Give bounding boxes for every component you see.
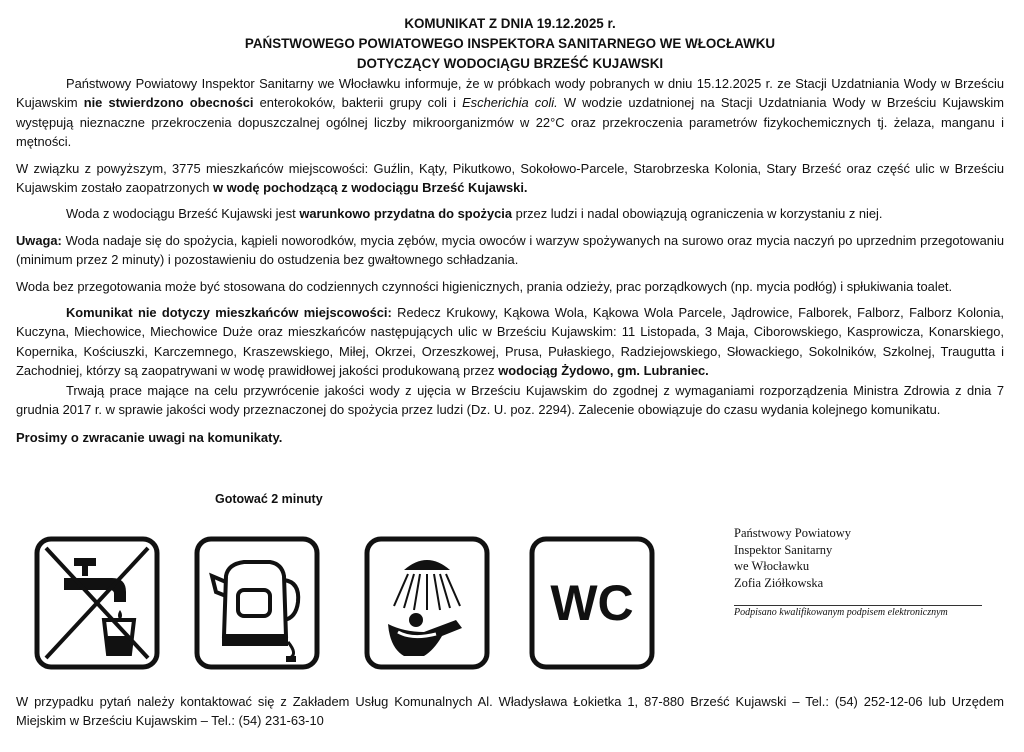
footer-contact: W przypadku pytań należy kontaktować się z Zakładem Usług Komunalnych Al. Władysława Łokietka 1, 87-880 Brześć Kujawski – Tel.: (54) 252-12-06 lub Urzędem Miejskim w Brześciu Kujawskim – Tel.: (54) 231-63-10 (16, 694, 1004, 729)
paragraph-ongoing-works: Trwają prace mające na celu przywrócenie jakości wody z ujęcia w Brześciu Kujawskim do zgodnej z wymaganiami rozporządzenia Ministra Zdrowia z dnia 7 grudnia 2017 r. w sprawie jakości wody przeznaczonej do spożycia przez ludzi (Dz. U. poz. 2294). Zalecenie obowiązuje do czasu wydania kolejnego komunikatu. (16, 382, 1004, 418)
paragraph-results: Państwowy Powiatowy Inspektor Sanitarny we Włocławku informuje, że w próbkach wody pobranych w dniu 15.12.2025 r. ze Stacji Uzdatniania Wody w Brześciu Kujawskim nie stwierdzono obecności enterokoków, bakterii grupy coli i Escherichia coli. W wodzie uzdatnionej na Stacji Uzdatniania Wody w Brześciu Kujawskim występują nieznaczne przekroczenia dopuszczalnej ogólnej liczby mikroorganizmów w 22°C oraz przekroczenia parametrów fizykochemicznych tj. żelaza, manganu i mętności. (16, 76, 1004, 150)
paragraph-unboiled-use: Woda bez przegotowania może być stosowana do codziennych czynności higienicznych, prania odzieży, prac porządkowych (np. mycia podłóg) i spłukiwania toalet. (16, 278, 953, 294)
document-body (16, 14, 1004, 445)
signature-divider (734, 605, 982, 606)
paragraph-suitability: Woda z wodociągu Brześć Kujawski jest warunkowo przydatna do spożycia przez ludzi i nadal obowiązują ograniczenia w korzystaniu z niej. (66, 206, 883, 222)
signature-line-2: Inspektor Sanitarny (734, 542, 833, 557)
signature-note: Podpisano kwalifikowanym podpisem elektronicznym (734, 607, 948, 618)
no-tap-water-icon (34, 536, 160, 670)
paragraph-residents: W związku z powyższym, 3775 mieszkańców miejscowości: Guźlin, Kąty, Pikutkowo, Sokołowo-Parcele, Starobrzeska Kolonia, Stary Brześć oraz część ulic w Brześciu Kujawskim zostało zaopatrzonych w wodę pochodzącą z wodociągu Brześć Kujawski. (16, 160, 1004, 196)
title-line-1: KOMUNIKAT Z DNIA 19.12.2025 r. (404, 16, 616, 31)
wc-icon (529, 536, 655, 670)
signature-name: Zofia Ziółkowska (734, 575, 824, 590)
signature-block (734, 525, 851, 591)
shower-bath-icon (364, 536, 490, 670)
pictogram-row (34, 536, 654, 676)
signature-line-3: we Włocławku (734, 559, 810, 573)
wc-text: WC (550, 575, 634, 631)
signature-line-1: Państwowy Powiatowy (734, 526, 852, 540)
notice-text: Prosimy o zwracanie uwagi na komunikaty. (16, 429, 283, 445)
paragraph-exclusions: Komunikat nie dotyczy mieszkańców miejscowości: Redecz Krukowy, Kąkowa Wola, Kąkowa Wola Parcele, Jądrowice, Falborek, Falborz, Falborz Kolonia, Kuczyna, Miechowice, Miechowice Duże oraz mieszkańców następujących ulic w Brześciu Kujawskim: 11 Listopada, 3 Maja, Ciborowskiego, Kasprowicza, Konarskiego, Kopernika, Kościuszki, Karczemnego, Kraszewskiego, Miłej, Okrzei, Orzeszkowej, Prusa, Pułaskiego, Radziejowskiego, Słowackiego, Sokolników, Szkolnej, Traugutta i Zachodniej, którzy są zaopatrywani w wodę prawidłowej jakości produkowaną przez wodociąg Żydowo, gm. Lubraniec. (16, 305, 1004, 379)
title-line-3: DOTYCZĄCY WODOCIĄGU BRZEŚĆ KUJAWSKI (356, 56, 664, 71)
boil-label: Gotować 2 minuty (215, 492, 323, 506)
paragraph-warning: Uwaga: Woda nadaje się do spożycia, kąpieli noworodków, mycia zębów, mycia owoców i warzyw spożywanych na surowo oraz mycia naczyń po uprzednim przegotowaniu (minimum przez 2 minuty) i pozostawieniu do ostudzenia bez gwałtownego schładzania. (16, 232, 1004, 268)
title-line-2: PAŃSTWOWEGO POWIATOWEGO INSPEKTORA SANITARNEGO WE WŁOCŁAWKU (244, 36, 776, 51)
kettle-icon (194, 536, 320, 670)
